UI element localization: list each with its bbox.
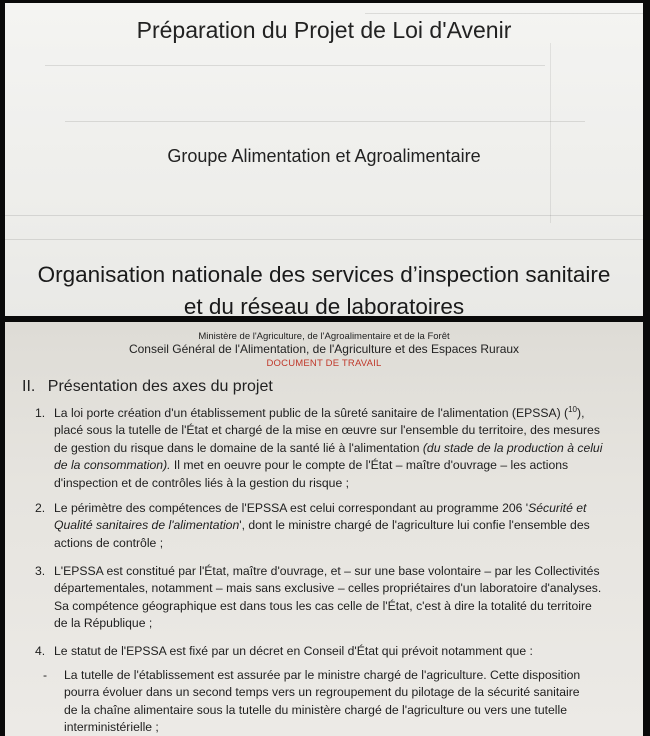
sub-item-text: La tutelle de l'établissement est assurée par le ministre chargé de l'agriculture. Cette disposition pourra évoluer dans un second temps vers un regroupement du pilotage de la sécurité sanitaire de la chaîne alimentaire sous la tutelle du ministère chargé de l'agriculture ou vers une tutelle interministérielle ; (64, 668, 581, 735)
item-text: L'EPSSA est constitué par l'État, maître d'ouvrage, et – sur une base volontaire – par les Collectivités départementales, notamment – mais sans exclusive – celles propriétaires d'un laboratoire d'analyses. Sa compétence géographique est dans tous les cas celle de l'État, c'est à dire la totalité du territoire de la République ; (54, 564, 602, 631)
ministry-header: Ministère de l'Agriculture, de l'Agroalimentaire et de la Forêt (198, 331, 450, 342)
sub-item-marker: - (43, 668, 48, 682)
showthrough-line (5, 239, 643, 240)
item-text: Le périmètre des compétences de l'EPSSA est celui correspondant au programme 206 'Sécurité et Qualité sanitaires de l'alimentation', dont le ministre chargé de l'agriculture lui confie l'ensemble des actions de contrôle ; (54, 501, 590, 550)
item-number: 4. (35, 644, 46, 658)
section-heading (22, 378, 273, 396)
showthrough-line (45, 65, 545, 66)
cover-page (5, 3, 643, 316)
showthrough-line (365, 13, 643, 14)
council-header: Conseil Général de l'Alimentation, de l'Agriculture et des Espaces Ruraux (128, 342, 520, 356)
cover-main-line: et du réseau de laboratoires (183, 294, 465, 316)
item-text: La loi porte création d'un établissement public de la sûreté sanitaire de l'alimentation (EPSSA) ($^{10}$), placé sous la tutelle de l'État et chargé de la mise en œuvre sur l'ensemble du territoire, des mesures de gestion du risque dans le domaine de la santé lié à l'alimentation (du stade de la production à celui de la consommation). Il met en oeuvre pour le compte de l'État – maître d'ouvrage – les actions d'inspection et de contrôles liés à la gestion du risque ; (54, 404, 603, 490)
showthrough-line (550, 43, 551, 223)
cover-title: Préparation du Projet de Loi d'Avenir (136, 17, 512, 43)
item-number: 1. (35, 406, 46, 420)
cover-group: Groupe Alimentation et Agroalimentaire (167, 146, 481, 166)
item-number: 2. (35, 501, 46, 515)
section-number: II. (22, 378, 36, 395)
showthrough-line (5, 215, 643, 216)
section-title: Présentation des axes du projet (47, 378, 273, 395)
item-text: Le statut de l'EPSSA est fixé par un décret en Conseil d'État qui prévoit notamment que : (54, 644, 533, 658)
cover-main-line: Organisation nationale des services d’inspection sanitaire (37, 262, 611, 287)
showthrough-line (65, 121, 585, 122)
cover-main-title (5, 259, 643, 316)
item-number: 3. (35, 564, 46, 578)
document-label: DOCUMENT DE TRAVAIL (266, 358, 382, 369)
working-document-page (5, 322, 643, 736)
